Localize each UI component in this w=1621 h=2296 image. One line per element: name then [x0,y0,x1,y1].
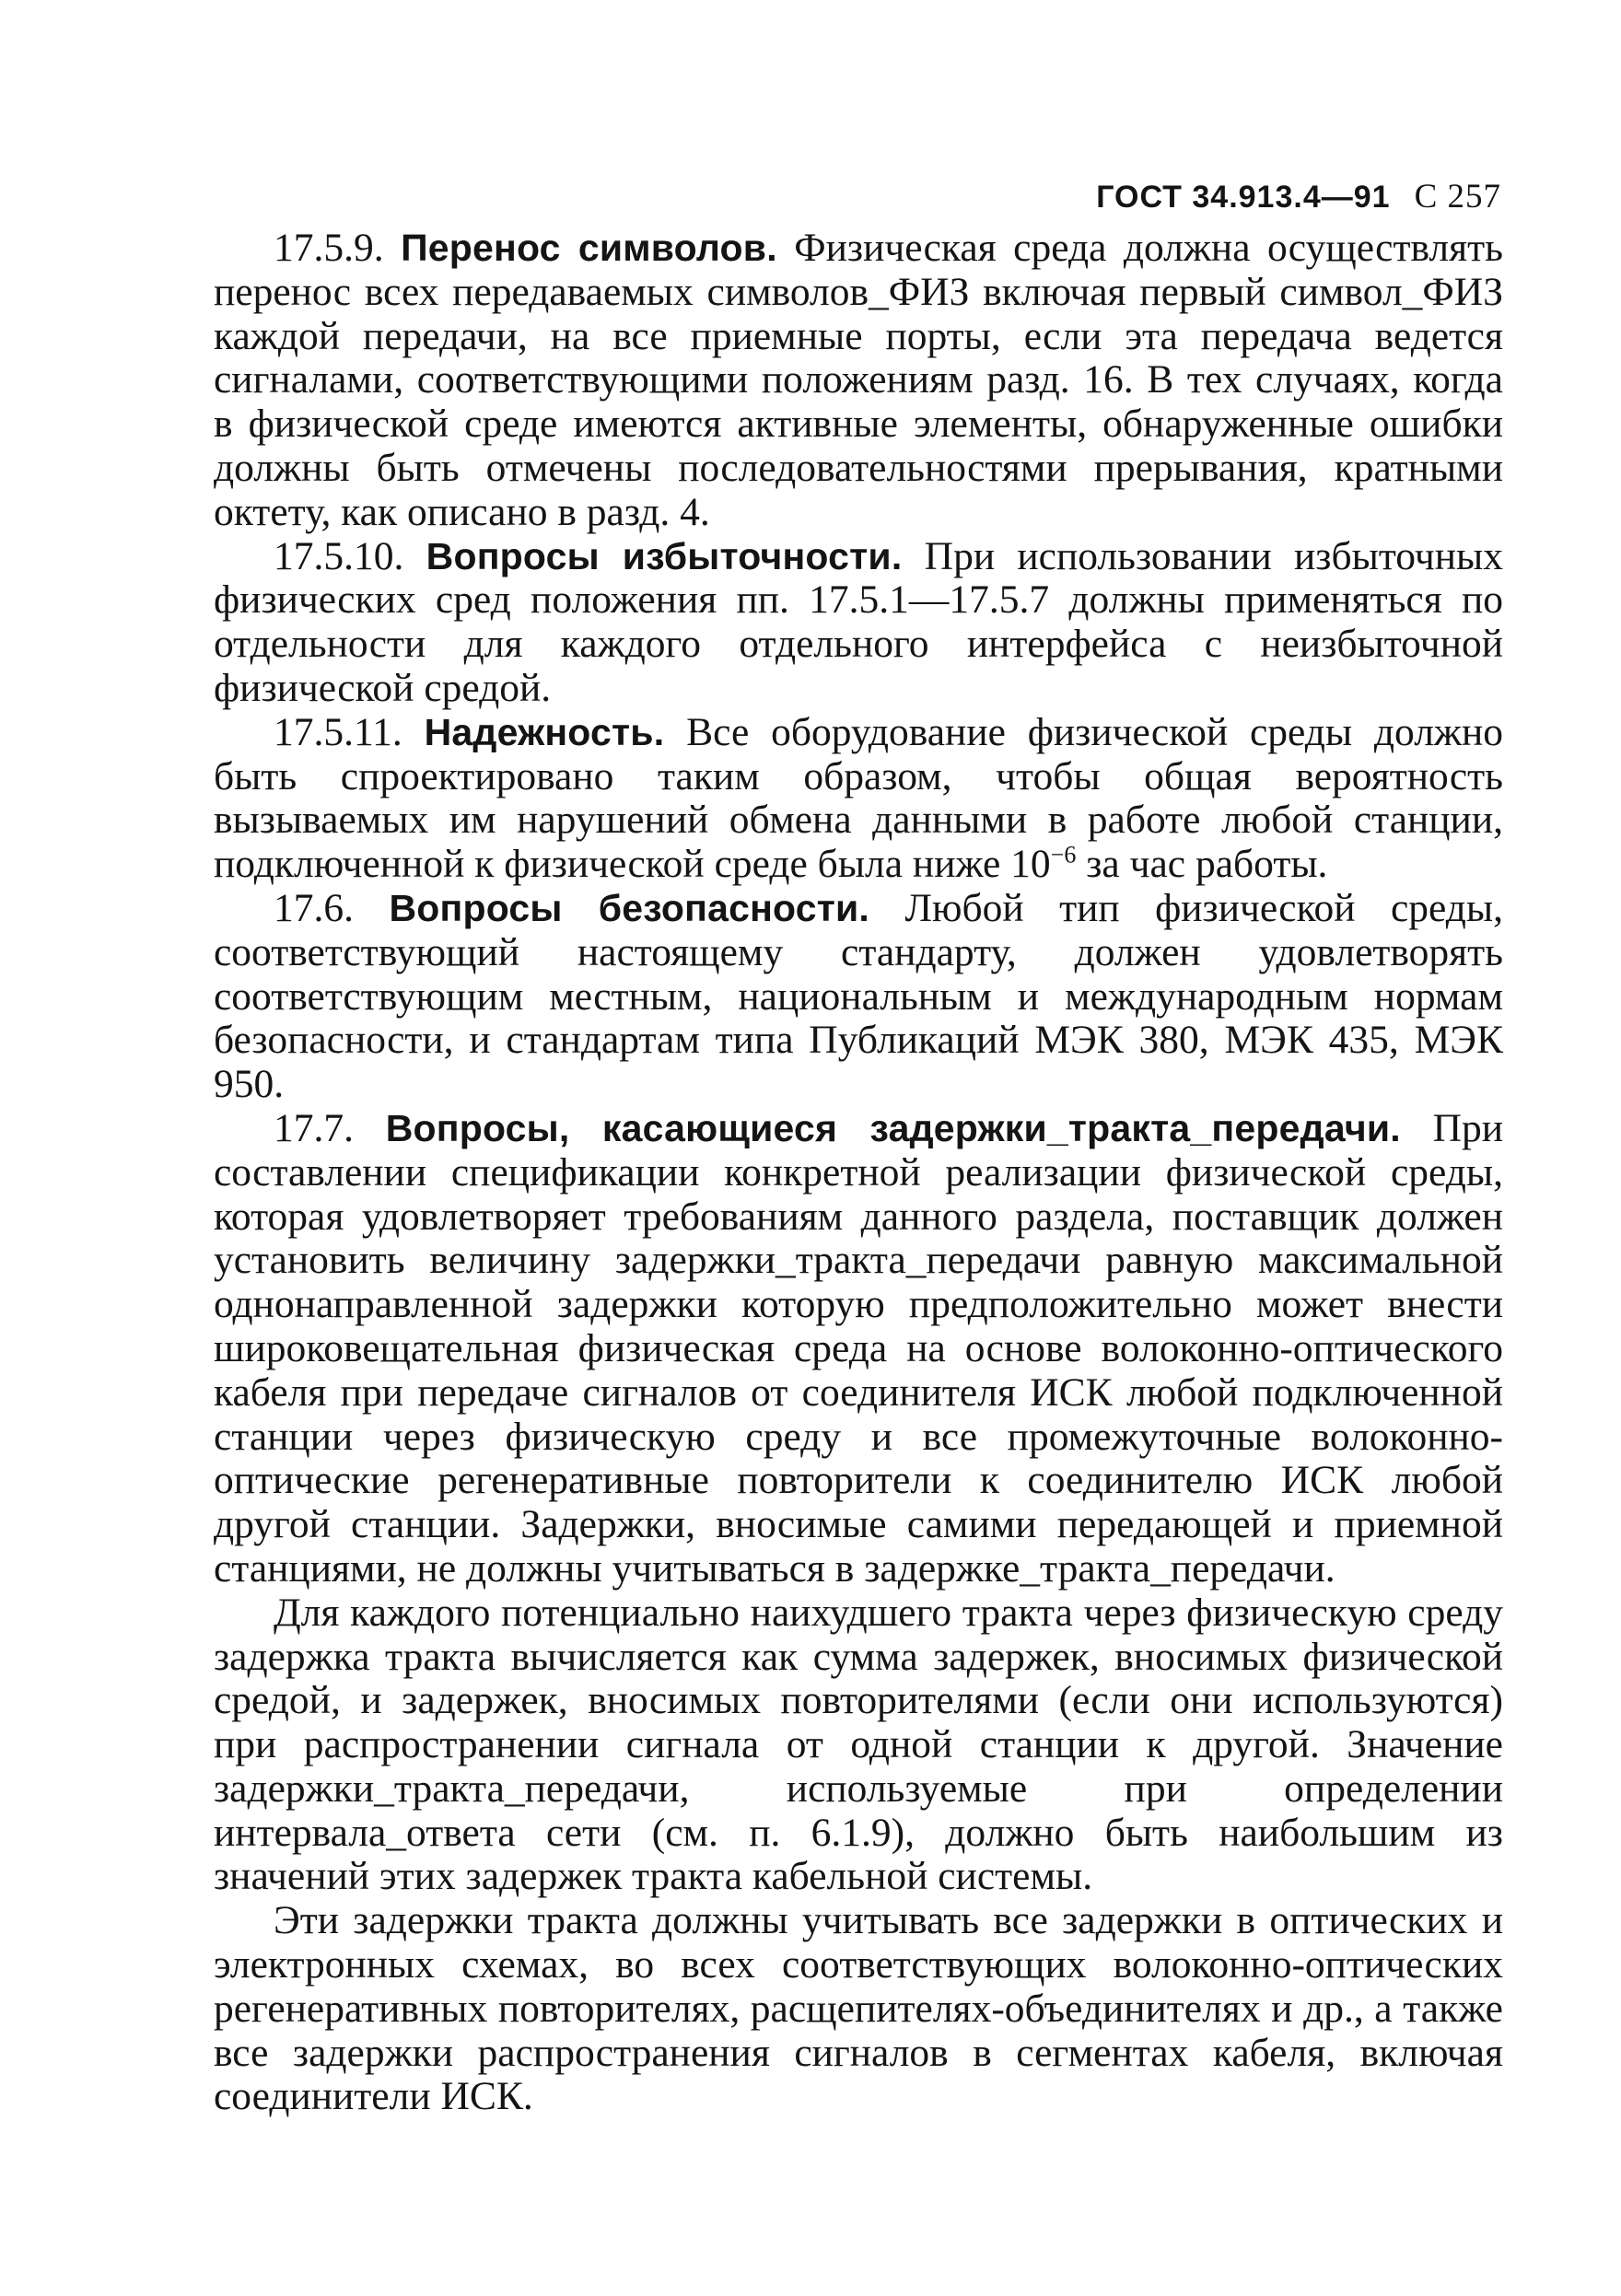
clause-text: Физическая среда должна осуществлять перенос всех передаваемых символов_ФИЗ включая первый символ_ФИЗ каждой передачи, на все приемные порты, если эта передача ведется сигналами, соответствующими положениям разд. 16. В тех случаях, когда в физической среде имеются активные элементы, обнаруженные ошибки должны быть отмечены последовательностями прерывания, кратными октету, как описано в разд. 4. [214,226,1504,534]
paragraph-delay-components [214,1899,1503,2119]
clause-heading: Вопросы, касающиеся задержки_тракта_передачи. [385,1106,1401,1149]
running-header [1096,177,1501,216]
page-number: С 257 [1414,178,1501,216]
clause-number: 17.5.9. [274,226,384,270]
clause-heading: Перенос символов. [401,227,777,269]
clause-text-continued: за час работы. [1076,842,1328,887]
clause-number: 17.7. [274,1105,354,1150]
clause-heading: Вопросы безопасности. [389,886,870,929]
standard-number: ГОСТ 34.913.4—91 [1096,180,1391,215]
paragraph-text: Эти задержки тракта должны учитывать все задержки в оптических и электронных схемах, во всех соответствующих волоконно-оптических регенеративных повторителях, расщепителях-объединителях и др., а также все задержки распространения сигналов в сегментах кабеля, включая соединители ИСК. [214,1898,1503,2119]
clause-number: 17.5.11. [274,709,402,754]
paragraph-17-7 [214,1107,1503,1591]
clause-heading: Вопросы избыточности. [426,534,903,577]
paragraph-17-5-11 [214,711,1503,887]
clause-heading: Надежность. [424,710,665,753]
paragraph-text: Для каждого потенциально наихудшего тракта через физическую среду задержка тракта вычисляется как сумма задержек, вносимых физической средой, и задержек, вносимых повторителями (если они используются) при распространении сигнала от одной станции к другой. Значение задержки_тракта_передачи, используемые при определении интервала_ответа сети (см. п. 6.1.9), должно быть наибольшим из значений этих задержек тракта кабельной системы. [214,1590,1503,1899]
paragraph-path-delay [214,1591,1503,1900]
paragraph-17-5-9 [214,227,1503,535]
clause-number: 17.6. [274,885,354,930]
clause-text: При составлении спецификации конкретной реализации физической среды, которая удовлетворяет требованиям данного раздела, поставщик должен установить величину задержки_тракта_передачи равную максимальной однонаправленной задержки которую предположительно может внести широковещательная физическая среда на основе волоконно-оптического кабеля при передаче сигналов от соединителя ИСК любой подключенной станции через физическую среду и все промежуточные волоконно-оптические регенеративные повторители к соединителю ИСК любой другой станции. Задержки, вносимые самими передающей и приемной станциями, не должны учитываться в задержке_тракта_передачи. [214,1105,1504,1591]
paragraph-17-5-10 [214,535,1503,711]
clause-number: 17.5.10. [274,533,404,578]
clause-text: Все оборудование физической среды должно быть спроектировано таким образом, чтобы общая вероятность вызываемых им нарушений обмена данными в работе любой станции, подключенной к физической среде была ниже 10 [214,709,1504,887]
paragraph-17-6 [214,887,1503,1107]
exponent: −6 [1050,841,1077,868]
clause-text: Любой тип физической среды, соответствующий настоящему стандарту, должен удовлетворять соответствующим местным, национальным и международным нормам безопасности, и стандартам типа Публикаций МЭК 380, МЭК 435, МЭК 950. [214,885,1503,1107]
body-text [214,227,1503,2119]
clause-text: При использовании избыточных физических сред положения пп. 17.5.1—17.5.7 должны применяться по отдельности для каждого отдельного интерфейса с неизбыточной физической средой. [214,533,1504,710]
